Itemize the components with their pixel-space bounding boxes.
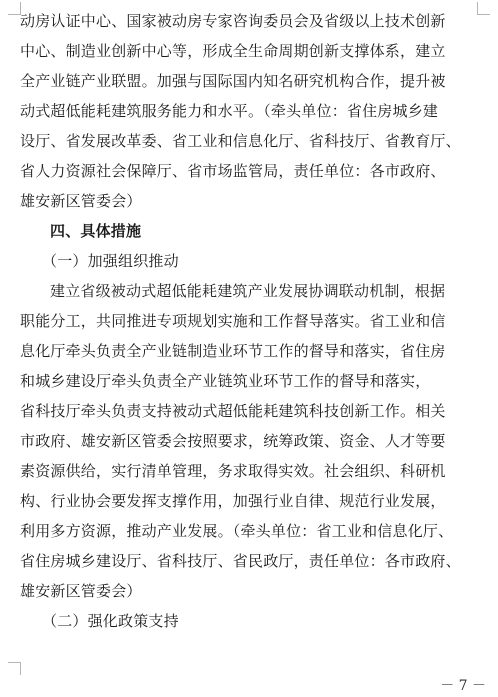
text-line: 省住房城乡建设厅、省科技厅、省民政厅，责任单位：各市政府、 [20,552,461,570]
text-line: 市政府、雄安新区管委会按照要求，统筹政策、资金、人才等要 [20,432,446,450]
section-heading: 四、具体措施 [50,222,142,240]
text-line: 设厅、省发展改革委、省工业和信息化厅、省科技厅、省教育厅、 [20,132,461,150]
text-line: 雄安新区管委会） [20,582,142,600]
subsection-heading: （一）加强组织推动 [42,252,179,270]
text-line: 省人力资源社会保障厅、省市场监管局，责任单位：各市政府、 [20,162,446,180]
crop-mark-bottom-left [8,662,21,675]
text-line: 息化厅牵头负责全产业链制造业环节工作的督导和落实，省住房 [20,342,446,360]
text-line: 素资源供给，实行清单管理，务求取得实效。社会组织、科研机 [20,462,446,480]
page-number: － 7 － [440,678,486,694]
text-line: 利用多方资源，推动产业发展。（牵头单位：省工业和信息化厅、 [20,522,454,540]
text-line: 动房认证中心、国家被动房专家咨询委员会及省级以上技术创新 [20,12,446,30]
text-line: 建立省级被动式超低能耗建筑产业发展协调联动机制，根据 [50,282,446,300]
subsection-heading: （二）强化政策支持 [42,612,179,630]
text-line: 省科技厅牵头负责支持被动式超低能耗建筑科技创新工作。相关 [20,402,446,420]
text-line: 雄安新区管委会） [20,192,142,210]
text-line: 中心、制造业创新中心等，形成全生命周期创新支撑体系，建立 [20,42,446,60]
text-line: 全产业链产业联盟。加强与国际国内知名研究机构合作，提升被 [20,72,446,90]
text-line: 职能分工，共同推进专项规划实施和工作督导落实。省工业和信 [20,312,446,330]
text-line: 构、行业协会要发挥支撑作用，加强行业自律、规范行业发展， [20,492,446,510]
text-line: 动式超低能耗建筑服务能力和水平。（牵头单位：省住房城乡建 [20,102,439,120]
text-line: 和城乡建设厅牵头负责全产业链筑业环节工作的督导和落实， [20,372,431,390]
document-body [20,6,480,636]
